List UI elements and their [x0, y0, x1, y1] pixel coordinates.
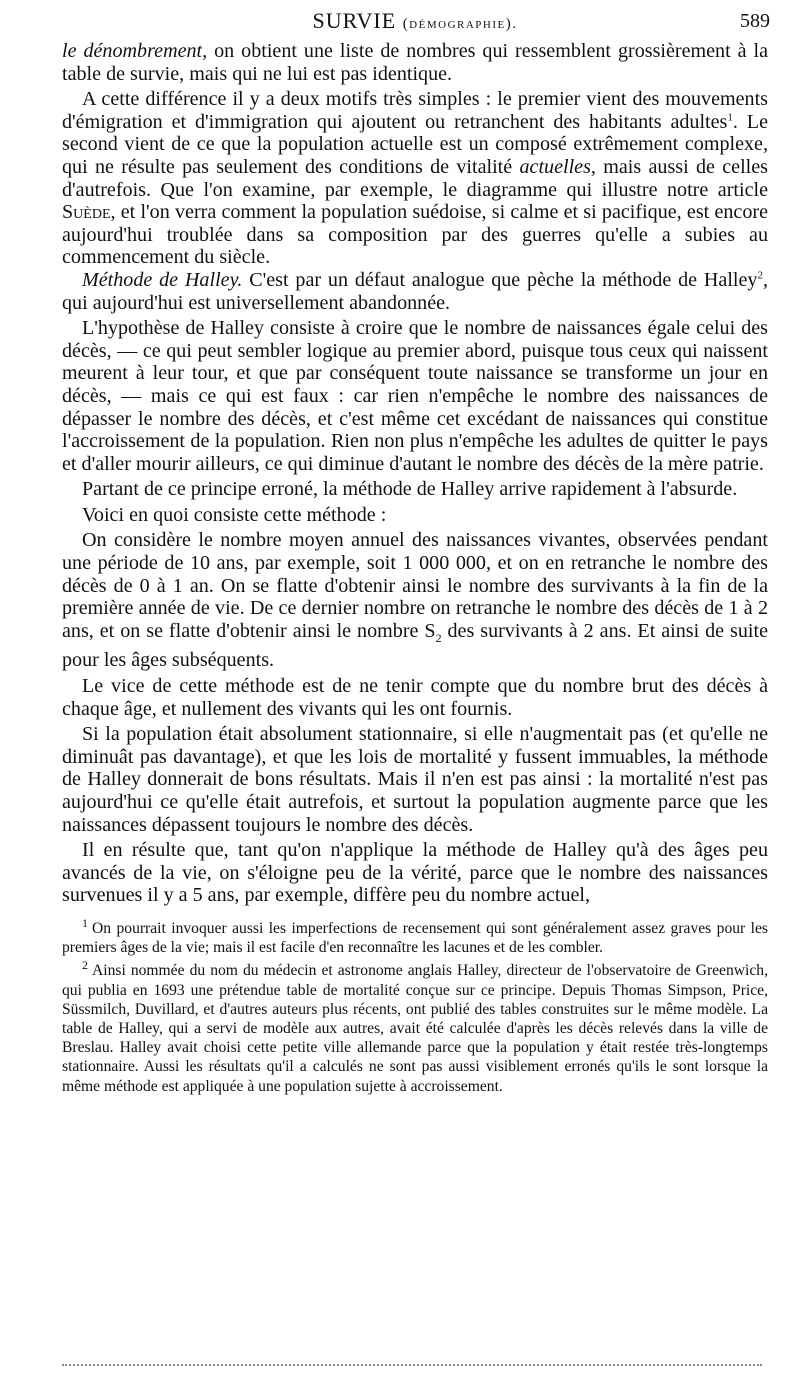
header-title [62, 8, 768, 34]
paragraph-text: On considère le nombre moyen annuel des naissances vivantes, observées pendant une période de 10 ans, par exemple, soit 1 000 000, et on en retranche le nombre des décès de 0 à 1 an. On se flatte d'obtenir ainsi le nombre des survivants à la fin de la première année de vie. De ce dernier nombre on retranche le nombre des décès de 1 à 2 ans, et on se flatte d'obtenir ainsi le nombre S [62, 529, 768, 642]
paragraph-lead: le dénombrement, [62, 40, 208, 62]
paragraph-text: Si la population était absolument stationnaire, si elle n'augmentait pas (et qu'elle ne diminuât pas davantage), et que les lois de mortalité y fussent immuables, la méthode de Halley donnerait de bons résultats. Mais il n'en est pas ainsi : la mortalité n'est pas aujourd'hui ce qu'elle était autrefois, et surtout la population augmente parce que les naissances dépassent toujours le nombre des décès. [62, 723, 768, 836]
footnotes [62, 915, 768, 1096]
section-heading: Méthode de Halley. [82, 268, 243, 291]
paragraph-1 [62, 40, 768, 85]
paragraph-text: Partant de ce principe erroné, la méthode de Halley arrive rapidement à l'absurde. [82, 478, 738, 501]
paragraph-text: A cette différence il y a deux motifs très simples : le premier vient des mouvements d'émigration et d'immigration qui ajoutent ou retranchent des habitants adultes [62, 88, 768, 133]
paragraph-text: Il en résulte que, tant qu'on n'applique la méthode de Halley qu'à des âges peu avancés de la vie, on s'éloigne peu de la vérité, parce que le nombre des naissances survenues il y a 5 ans, par exemple, diffère peu du nombre actuel, [62, 839, 768, 907]
paragraph-7 [62, 529, 768, 672]
paragraph-text: , mais aussi de celles d'autrefois. Que l'on examine, par exemple, le diagramme qui illustre notre article [62, 155, 768, 201]
paragraph-5 [62, 478, 768, 501]
paragraph-text: , qui aujourd'hui est universellement abandonnée. [62, 268, 768, 314]
paragraph-10 [62, 839, 768, 907]
subscript: 2 [435, 630, 442, 645]
footnote-mark: 2 [82, 958, 88, 973]
paragraph-text: des survivants à 2 ans. Et ainsi de suite pour les âges subséquents. [62, 619, 768, 672]
paragraph-6 [62, 504, 768, 527]
article-reference: Suède [62, 201, 111, 224]
paragraph-8 [62, 675, 768, 720]
footnote-ref-2: 2 [757, 269, 763, 282]
paragraph-9 [62, 723, 768, 836]
paragraph-text: . Le second vient de ce que la population actuelle est un composé extrêmement complexe, qui ne résulte pas seulement des conditions de vitalité [62, 110, 768, 178]
paragraph-text: Le vice de cette méthode est de ne tenir compte que du nombre brut des décès à chaque âge, et nullement des vivants qui les ont fournis. [62, 675, 768, 720]
footnote-1 [62, 915, 768, 957]
paragraph-3 [62, 269, 768, 314]
paragraph-italic: actuelles [519, 155, 591, 178]
footnote-mark: 1 [82, 915, 88, 930]
header-title-subtitle: (démographie). [402, 16, 518, 32]
paragraph-text: on obtient une liste de nombres qui ressemblent grossièrement à la table de survie, mais qui ne lui est pas identique. [62, 40, 769, 85]
running-header [62, 0, 768, 40]
header-title-main: SURVIE [312, 8, 397, 33]
paragraph-text: L'hypothèse de Halley consiste à croire que le nombre de naissances égale celui des décès, — ce qui peut sembler logique au premier abord, puisque tous ceux qui naissent meurent à leur tour, et que par conséquent toute naissance se transforme un jour en décès, — mais ce qui est faux : car rien n'empêche le nombre des naissances de dépasser le nombre des décès, et c'est même cet excédant de naissances qui constitue l'accroissement de la population. Rien non plus n'empêche les adultes de quitter le pays et d'aller mourir ailleurs, ce qui diminue d'autant le nombre des décès de la mère patrie. [62, 317, 768, 475]
paragraph-4 [62, 317, 768, 475]
paragraph-2 [62, 88, 768, 269]
footnote-text: On pourrait invoquer aussi les imperfections de recensement qui sont généralement assez graves pour les premiers âges de la vie; mais il est facile d'en reconnaître les lacunes et de les combler. [62, 919, 768, 957]
paragraph-text: , et l'on verra comment la population suédoise, si calme et si pacifique, est encore aujourd'hui troublée dans sa composition par des guerres qu'elle a subies au commencement du siècle. [62, 201, 768, 269]
footnote-ref-1: 1 [727, 111, 733, 124]
paragraph-text: C'est par un défaut analogue que pèche la méthode de Halley [242, 268, 758, 291]
bottom-dotted-rule [62, 1364, 762, 1366]
page-number: 589 [740, 10, 770, 32]
body-text [62, 40, 768, 907]
book-page [62, 0, 768, 1096]
footnote-text: Ainsi nommée du nom du médecin et astronome anglais Halley, directeur de l'observatoire de Greenwich, qui publia en 1693 une prétendue table de mortalité conçue sur ce principe. Depuis Thomas Simpson, Price, Süssmilch, Duvillard, et d'autres auteurs plus récents, ont publié des tables construites sur le même modèle. La table de Halley, qui a servi de modèle aux autres, avait été calculée d'après les décès relevés dans la ville de Breslau. Halley avait choisi cette petite ville allemande parce que la population y était restée très-longtemps stationnaire. Aussi les résultats qu'il a calculés ne sont pas aussi visiblement erronés qu'ils le sont lorsque la même méthode est appliquée à une population sujette à accroissement. [62, 962, 768, 1095]
paragraph-text: Voici en quoi consiste cette méthode : [82, 503, 387, 526]
footnote-2 [62, 958, 768, 1095]
